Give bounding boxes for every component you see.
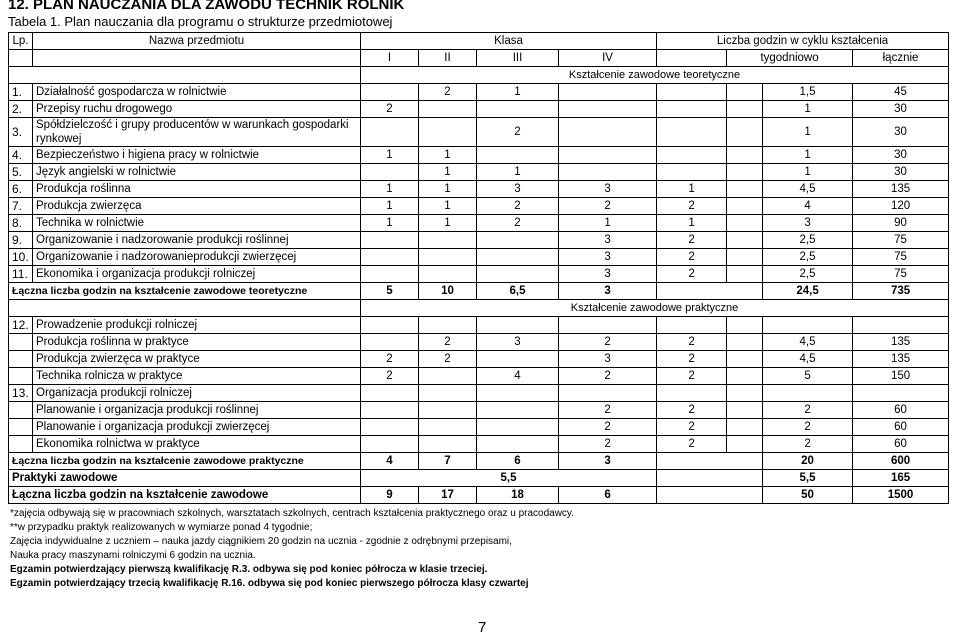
- row-class-1: [361, 118, 419, 147]
- row-class-3: 3: [477, 334, 559, 351]
- row-total: 75: [853, 232, 949, 249]
- row-gap: [727, 334, 763, 351]
- header-total: łącznie: [853, 50, 949, 67]
- row-class-3: [477, 351, 559, 368]
- row-class-2: [419, 419, 477, 436]
- row-class-4: [559, 147, 657, 164]
- row-class-3: [477, 402, 559, 419]
- row-class-4: 2: [559, 419, 657, 436]
- table-row: [9, 419, 949, 436]
- internships-total: 165: [853, 470, 949, 487]
- row-weekly: 2: [763, 419, 853, 436]
- header-blank: [33, 50, 361, 67]
- footnote-line: Zajęcia indywidualne z uczniem – nauka jazdy ciągnikiem 20 godzin na ucznia - zgodnie z odrębnymi przepisami,: [10, 536, 512, 547]
- curriculum-table: [8, 32, 949, 504]
- row-extra: [657, 84, 727, 101]
- table-row: [9, 232, 949, 249]
- row-class-1: [361, 249, 419, 266]
- row-class-3: 2: [477, 118, 559, 147]
- table-row: [9, 368, 949, 385]
- row-class-2: 1: [419, 198, 477, 215]
- row-lp: 1.: [9, 84, 33, 101]
- internships-weekly: 5,5: [763, 470, 853, 487]
- row-gap: [727, 164, 763, 181]
- row-class-3: 2: [477, 215, 559, 232]
- row-class-1: 2: [361, 101, 419, 118]
- row-extra: 2: [657, 232, 727, 249]
- row-total: 60: [853, 419, 949, 436]
- row-gap: [727, 101, 763, 118]
- row-subject: Technika rolnicza w praktyce: [33, 368, 361, 385]
- table-row: [9, 181, 949, 198]
- row-gap: [727, 232, 763, 249]
- row-class-1: [361, 266, 419, 283]
- section-blank: [9, 300, 361, 317]
- theory-total-row-class-4: 3: [559, 283, 657, 300]
- section-practice-label: Kształcenie zawodowe praktyczne: [361, 300, 949, 317]
- header-subrow: [9, 50, 949, 67]
- row-class-3: [477, 101, 559, 118]
- theory-total-row-class-2: 10: [419, 283, 477, 300]
- internships-gap: [657, 470, 763, 487]
- row-lp: [9, 368, 33, 385]
- row-class-4: [559, 385, 657, 402]
- row-class-3: [477, 317, 559, 334]
- row-class-2: [419, 385, 477, 402]
- footnotes: [10, 507, 574, 591]
- grand-total-row-class-4: 6: [559, 487, 657, 504]
- row-weekly: 4,5: [763, 334, 853, 351]
- table-row: [9, 385, 949, 402]
- row-lp: 6.: [9, 181, 33, 198]
- row-class-4: 1: [559, 215, 657, 232]
- row-class-3: 3: [477, 181, 559, 198]
- row-class-4: 3: [559, 249, 657, 266]
- row-class-1: [361, 84, 419, 101]
- row-class-2: [419, 232, 477, 249]
- table-row: [9, 198, 949, 215]
- table-row: [9, 436, 949, 453]
- row-total: 135: [853, 181, 949, 198]
- row-subject: Przepisy ruchu drogowego: [33, 101, 361, 118]
- header-class-2: II: [419, 50, 477, 67]
- row-weekly: 1: [763, 101, 853, 118]
- row-class-3: [477, 385, 559, 402]
- grand-total-row-class-1: 9: [361, 487, 419, 504]
- row-weekly: 2: [763, 402, 853, 419]
- row-subject: Produkcja roślinna w praktyce: [33, 334, 361, 351]
- row-class-1: [361, 419, 419, 436]
- row-extra: 2: [657, 351, 727, 368]
- row-extra: 2: [657, 249, 727, 266]
- row-extra: 1: [657, 215, 727, 232]
- row-class-2: [419, 317, 477, 334]
- row-subject: Działalność gospodarcza w rolnictwie: [33, 84, 361, 101]
- row-weekly: 4,5: [763, 351, 853, 368]
- row-class-2: 1: [419, 215, 477, 232]
- row-weekly: 2,5: [763, 232, 853, 249]
- row-weekly: [763, 317, 853, 334]
- row-total: 30: [853, 147, 949, 164]
- row-total: 30: [853, 118, 949, 147]
- row-class-3: 1: [477, 164, 559, 181]
- row-weekly: 5: [763, 368, 853, 385]
- row-extra: [657, 164, 727, 181]
- row-lp: 13.: [9, 385, 33, 402]
- grand-total-row-weekly: 50: [763, 487, 853, 504]
- header-weekly: tygodniowo: [727, 50, 853, 67]
- table-row: [9, 147, 949, 164]
- table-row: [9, 118, 949, 147]
- row-class-1: 1: [361, 198, 419, 215]
- row-extra: 2: [657, 368, 727, 385]
- row-extra: [657, 101, 727, 118]
- row-subject: Ekonomika i organizacja produkcji rolniczej: [33, 266, 361, 283]
- row-class-1: 2: [361, 368, 419, 385]
- row-subject: Prowadzenie produkcji rolniczej: [33, 317, 361, 334]
- row-subject: Produkcja roślinna: [33, 181, 361, 198]
- row-subject: Planowanie i organizacja produkcji zwierzęcej: [33, 419, 361, 436]
- row-class-2: 2: [419, 351, 477, 368]
- grand-total-row-class-3: 18: [477, 487, 559, 504]
- footnote-line: Egzamin potwierdzający trzecią kwalifikację R.16. odbywa się pod koniec pierwszego półrocza klasy czwartej: [10, 578, 529, 589]
- row-subject: Organizowanie i nadzorowanie produkcji roślinnej: [33, 232, 361, 249]
- row-gap: [727, 368, 763, 385]
- row-extra: [657, 147, 727, 164]
- row-subject: Produkcja zwierzęca: [33, 198, 361, 215]
- section-row: [9, 300, 949, 317]
- theory-total-row: [9, 283, 949, 300]
- header-class-3: III: [477, 50, 559, 67]
- row-weekly: 4: [763, 198, 853, 215]
- row-gap: [727, 266, 763, 283]
- row-lp: 11.: [9, 266, 33, 283]
- row-total: 75: [853, 249, 949, 266]
- row-total: 75: [853, 266, 949, 283]
- internships-row: [9, 470, 949, 487]
- row-extra: [657, 118, 727, 147]
- row-extra: 2: [657, 402, 727, 419]
- row-lp: [9, 351, 33, 368]
- row-class-1: [361, 385, 419, 402]
- table-row: [9, 215, 949, 232]
- grand-total-row-gap: [657, 487, 763, 504]
- row-total: [853, 385, 949, 402]
- row-extra: 2: [657, 436, 727, 453]
- table-row: [9, 334, 949, 351]
- row-class-2: 1: [419, 164, 477, 181]
- row-total: 120: [853, 198, 949, 215]
- row-gap: [727, 317, 763, 334]
- row-lp: 8.: [9, 215, 33, 232]
- row-weekly: 4,5: [763, 181, 853, 198]
- row-gap: [727, 118, 763, 147]
- theory-total-row-gap: [657, 283, 763, 300]
- page-number: 7: [478, 619, 487, 636]
- row-extra: 2: [657, 419, 727, 436]
- practice-total-row-class-3: 6: [477, 453, 559, 470]
- table-row: [9, 164, 949, 181]
- internships-klasa: 5,5: [361, 470, 657, 487]
- row-subject: Planowanie i organizacja produkcji roślinnej: [33, 402, 361, 419]
- row-weekly: 2: [763, 436, 853, 453]
- row-class-4: [559, 317, 657, 334]
- practice-total-row-class-4: 3: [559, 453, 657, 470]
- row-lp: [9, 419, 33, 436]
- row-weekly: 2,5: [763, 249, 853, 266]
- row-subject: Technika w rolnictwie: [33, 215, 361, 232]
- row-lp: [9, 334, 33, 351]
- row-class-1: [361, 436, 419, 453]
- row-class-4: 3: [559, 266, 657, 283]
- row-lp: 12.: [9, 317, 33, 334]
- practice-total-row-class-2: 7: [419, 453, 477, 470]
- row-total: 90: [853, 215, 949, 232]
- theory-total-row-total: 735: [853, 283, 949, 300]
- row-extra: [657, 385, 727, 402]
- row-weekly: 2,5: [763, 266, 853, 283]
- row-lp: 10.: [9, 249, 33, 266]
- row-class-3: 2: [477, 198, 559, 215]
- row-class-2: 1: [419, 147, 477, 164]
- row-gap: [727, 402, 763, 419]
- row-class-4: 3: [559, 181, 657, 198]
- row-class-3: [477, 249, 559, 266]
- practice-total-row-weekly: 20: [763, 453, 853, 470]
- row-class-1: [361, 164, 419, 181]
- row-class-2: [419, 368, 477, 385]
- row-extra: 2: [657, 334, 727, 351]
- row-class-4: 2: [559, 402, 657, 419]
- row-lp: 3.: [9, 118, 33, 147]
- footnote-line: Egzamin potwierdzający pierwszą kwalifikację R.3. odbywa się pod koniec półrocza w klasie trzeciej.: [10, 564, 488, 575]
- section-row: [9, 67, 949, 84]
- row-weekly: 1: [763, 164, 853, 181]
- practice-total-row-gap: [657, 453, 763, 470]
- row-class-2: [419, 436, 477, 453]
- header-class-1: I: [361, 50, 419, 67]
- internships-label: Praktyki zawodowe: [9, 470, 361, 487]
- row-total: 150: [853, 368, 949, 385]
- row-subject: Język angielski w rolnictwie: [33, 164, 361, 181]
- row-class-4: [559, 118, 657, 147]
- row-class-4: 2: [559, 436, 657, 453]
- row-extra: 2: [657, 266, 727, 283]
- row-class-4: [559, 164, 657, 181]
- row-class-1: [361, 334, 419, 351]
- theory-total-row-class-1: 5: [361, 283, 419, 300]
- row-class-2: [419, 266, 477, 283]
- row-class-3: [477, 232, 559, 249]
- row-subject: Produkcja zwierzęca w praktyce: [33, 351, 361, 368]
- footnote-line: *zajęcia odbywają się w pracowniach szkolnych, warsztatach szkolnych, centrach kształcenia praktycznego oraz u pracodawcy.: [10, 508, 574, 519]
- row-class-1: 2: [361, 351, 419, 368]
- row-gap: [727, 249, 763, 266]
- row-extra: 1: [657, 181, 727, 198]
- header-subject: Nazwa przedmiotu: [33, 33, 361, 50]
- row-class-4: 2: [559, 198, 657, 215]
- row-class-1: 1: [361, 215, 419, 232]
- row-class-1: 1: [361, 147, 419, 164]
- row-gap: [727, 147, 763, 164]
- row-weekly: 1: [763, 118, 853, 147]
- row-weekly: 1,5: [763, 84, 853, 101]
- theory-total-row-class-3: 6,5: [477, 283, 559, 300]
- footnote-line: **w przypadku praktyk realizowanych w wymiarze ponad 4 tygodnie;: [10, 522, 313, 533]
- practice-total-row-total: 600: [853, 453, 949, 470]
- grand-total-row-label: Łączna liczba godzin na kształcenie zawodowe: [9, 487, 361, 504]
- row-class-2: 2: [419, 334, 477, 351]
- section-theory-label: Kształcenie zawodowe teoretyczne: [361, 67, 949, 84]
- row-total: 135: [853, 334, 949, 351]
- grand-total-row-class-2: 17: [419, 487, 477, 504]
- row-total: 60: [853, 436, 949, 453]
- header-klasa: Klasa: [361, 33, 657, 50]
- row-class-1: [361, 402, 419, 419]
- row-class-2: [419, 101, 477, 118]
- row-lp: 2.: [9, 101, 33, 118]
- row-subject: Organizowanie i nadzorowanieprodukcji zwierzęcej: [33, 249, 361, 266]
- row-extra: 2: [657, 198, 727, 215]
- row-total: 30: [853, 164, 949, 181]
- practice-total-row-class-1: 4: [361, 453, 419, 470]
- grand-total-row: [9, 487, 949, 504]
- row-subject: Bezpieczeństwo i higiena pracy w rolnictwie: [33, 147, 361, 164]
- header-class-4: IV: [559, 50, 657, 67]
- table-row: [9, 101, 949, 118]
- header-hours: Liczba godzin w cyklu kształcenia: [657, 33, 949, 50]
- row-class-3: 1: [477, 84, 559, 101]
- row-lp: 5.: [9, 164, 33, 181]
- row-class-3: [477, 419, 559, 436]
- row-subject: Organizacja produkcji rolniczej: [33, 385, 361, 402]
- row-gap: [727, 215, 763, 232]
- table-row: [9, 317, 949, 334]
- row-weekly: [763, 385, 853, 402]
- row-gap: [727, 351, 763, 368]
- row-gap: [727, 84, 763, 101]
- row-subject: Spółdzielczość i grupy producentów w warunkach gospodarki rynkowej: [33, 118, 361, 147]
- grand-total-row-total: 1500: [853, 487, 949, 504]
- row-class-4: 3: [559, 351, 657, 368]
- row-subject: Ekonomika rolnictwa w praktyce: [33, 436, 361, 453]
- row-lp: 7.: [9, 198, 33, 215]
- theory-total-row-label: Łączna liczba godzin na kształcenie zawodowe teoretyczne: [9, 283, 361, 300]
- practice-total-row: [9, 453, 949, 470]
- table-row: [9, 84, 949, 101]
- table-row: [9, 249, 949, 266]
- footnote-line: Nauka pracy maszynami rolniczymi 6 godzin na ucznia.: [10, 550, 256, 561]
- header-blank: [9, 50, 33, 67]
- row-total: 30: [853, 101, 949, 118]
- row-class-2: [419, 402, 477, 419]
- row-class-1: 1: [361, 181, 419, 198]
- header-row: [9, 33, 949, 50]
- row-extra: [657, 317, 727, 334]
- row-class-2: [419, 118, 477, 147]
- row-total: 45: [853, 84, 949, 101]
- row-class-4: [559, 101, 657, 118]
- row-gap: [727, 419, 763, 436]
- table-body: [9, 33, 949, 504]
- row-gap: [727, 436, 763, 453]
- row-class-2: 1: [419, 181, 477, 198]
- row-class-2: [419, 249, 477, 266]
- row-class-4: 2: [559, 334, 657, 351]
- header-lp: Lp.: [9, 33, 33, 50]
- row-class-2: 2: [419, 84, 477, 101]
- row-class-1: [361, 317, 419, 334]
- row-total: 135: [853, 351, 949, 368]
- row-gap: [727, 198, 763, 215]
- row-class-4: 2: [559, 368, 657, 385]
- page-heading: 12. PLAN NAUCZANIA DLA ZAWODU TECHNIK ROLNIK: [8, 0, 405, 13]
- table-caption: Tabela 1. Plan nauczania dla programu o strukturze przedmiotowej: [8, 14, 393, 29]
- row-class-3: [477, 436, 559, 453]
- practice-total-row-label: Łączna liczba godzin na kształcenie zawodowe praktyczne: [9, 453, 361, 470]
- row-weekly: 1: [763, 147, 853, 164]
- row-class-3: [477, 147, 559, 164]
- row-class-1: [361, 232, 419, 249]
- row-weekly: 3: [763, 215, 853, 232]
- row-total: 60: [853, 402, 949, 419]
- row-gap: [727, 385, 763, 402]
- table-row: [9, 266, 949, 283]
- row-lp: 4.: [9, 147, 33, 164]
- row-class-3: 4: [477, 368, 559, 385]
- row-lp: [9, 436, 33, 453]
- row-class-3: [477, 266, 559, 283]
- row-gap: [727, 181, 763, 198]
- table-row: [9, 351, 949, 368]
- table-row: [9, 402, 949, 419]
- row-class-4: 3: [559, 232, 657, 249]
- header-blank: [657, 50, 727, 67]
- theory-total-row-weekly: 24,5: [763, 283, 853, 300]
- section-blank: [9, 67, 361, 84]
- row-lp: 9.: [9, 232, 33, 249]
- row-total: [853, 317, 949, 334]
- row-lp: [9, 402, 33, 419]
- row-class-4: [559, 84, 657, 101]
